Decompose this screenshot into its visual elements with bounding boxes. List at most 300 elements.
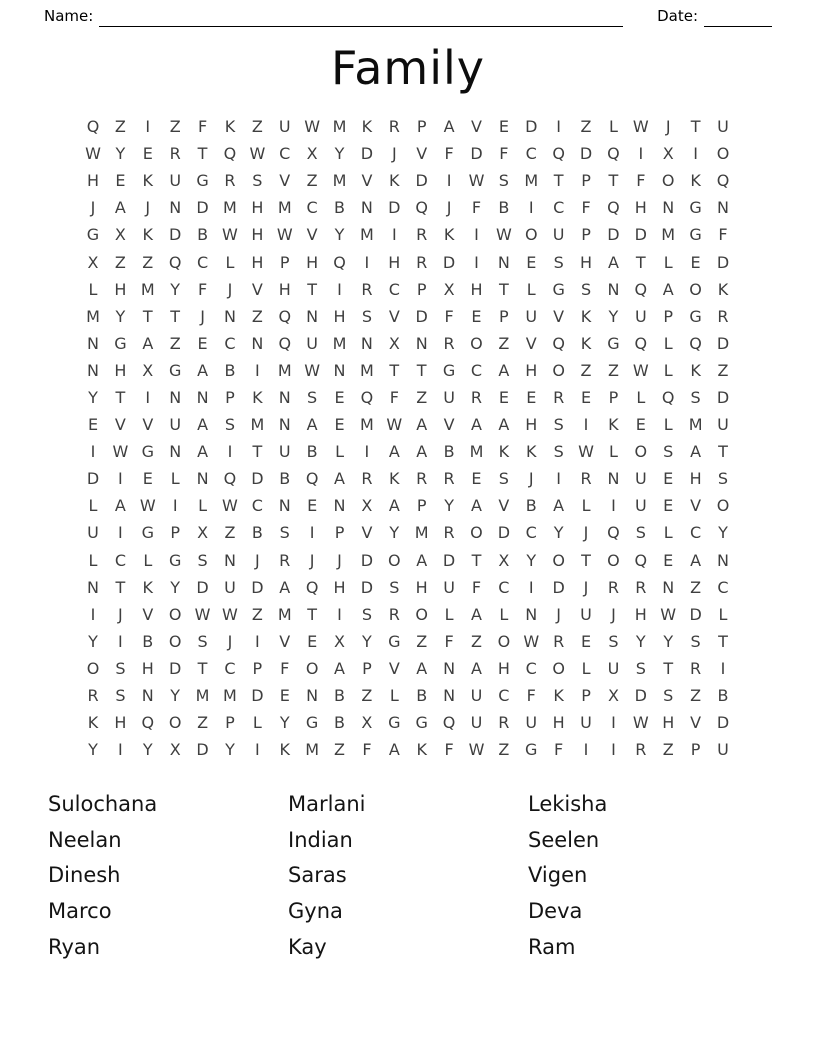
grid-cell: K xyxy=(87,713,99,733)
grid-cell: W xyxy=(495,225,512,245)
grid-cell: W xyxy=(304,117,321,137)
grid-cell: Z xyxy=(334,740,345,760)
grid-cell: L xyxy=(88,496,98,516)
grid-cell: O xyxy=(716,496,730,516)
grid-cell: S xyxy=(553,415,564,435)
grid-cell: D xyxy=(251,577,264,597)
grid-cell: T xyxy=(197,144,208,164)
grid-cell: N xyxy=(87,360,99,380)
grid-cell: H xyxy=(580,252,593,272)
grid-cell: E xyxy=(498,117,509,137)
grid-cell: T xyxy=(197,658,208,678)
grid-cell: V xyxy=(690,496,702,516)
grid-cell: N xyxy=(497,252,510,272)
grid-cell: E xyxy=(471,469,482,489)
grid-cell: X xyxy=(388,333,400,353)
grid-cell: Q xyxy=(634,550,648,570)
grid-cell: Z xyxy=(169,117,181,137)
grid-cell: R xyxy=(717,306,729,326)
grid-cell: Z xyxy=(169,333,181,353)
grid-cell: Q xyxy=(223,144,237,164)
grid-cell: Y xyxy=(142,740,153,760)
grid-cell: Q xyxy=(333,252,346,272)
grid-cell: W xyxy=(222,604,238,624)
grid-cell: S xyxy=(717,469,729,489)
page-title: Family xyxy=(330,41,486,95)
grid-cell: S xyxy=(361,306,372,326)
wordsearch-grid xyxy=(0,113,816,763)
grid-cell: R xyxy=(169,144,181,164)
grid-cell: D xyxy=(415,171,428,191)
grid-cell: V xyxy=(251,279,263,299)
grid-cell: F xyxy=(526,686,536,706)
grid-cell: F xyxy=(362,740,372,760)
grid-cell: P xyxy=(225,713,235,733)
grid-cell: J xyxy=(391,144,397,164)
grid-cell: C xyxy=(553,198,565,218)
grid-cell: N xyxy=(360,333,373,353)
grid-cell: A xyxy=(471,415,482,435)
grid-cell: P xyxy=(608,387,619,407)
grid-cell: E xyxy=(142,469,153,489)
grid-cell: Q xyxy=(634,333,648,353)
grid-cell: U xyxy=(87,523,99,543)
grid-cell: A xyxy=(690,442,702,462)
grid-cell: L xyxy=(663,360,673,380)
grid-cell: Q xyxy=(634,279,648,299)
grid-cell: K xyxy=(142,171,154,191)
grid-cell: X xyxy=(114,225,126,245)
grid-cell: F xyxy=(499,144,509,164)
grid-cell: M xyxy=(524,171,539,191)
grid-cell: L xyxy=(444,604,454,624)
grid-cell: J xyxy=(528,469,534,489)
grid-cell: Z xyxy=(251,604,263,624)
grid-cell: M xyxy=(414,523,429,543)
grid-cell: P xyxy=(581,686,591,706)
grid-cell: U xyxy=(525,713,538,733)
grid-cell: D xyxy=(442,252,456,272)
grid-cell: O xyxy=(716,144,730,164)
grid-cell: N xyxy=(278,496,291,516)
grid-cell: I xyxy=(391,225,397,245)
grid-cell: G xyxy=(141,442,154,462)
grid-cell: W xyxy=(139,496,156,516)
grid-cell: N xyxy=(662,198,675,218)
grid-cell: I xyxy=(364,252,370,272)
grid-cell: J xyxy=(145,198,151,218)
grid-cell: R xyxy=(470,387,483,407)
grid-cell: T xyxy=(115,387,126,407)
grid-cell: I xyxy=(556,469,561,489)
grid-cell: M xyxy=(277,604,292,624)
grid-cell: K xyxy=(690,360,701,380)
grid-cell: I xyxy=(611,496,616,516)
word-item: Deva xyxy=(528,899,583,924)
grid-cell: O xyxy=(470,523,483,543)
grid-cell: Q xyxy=(305,577,319,597)
grid-cell: A xyxy=(553,496,565,516)
grid-cell: Z xyxy=(470,631,482,651)
grid-cell: H xyxy=(141,658,154,678)
grid-cell: D xyxy=(415,306,428,326)
grid-cell: E xyxy=(690,252,701,272)
grid-cell: I xyxy=(720,658,726,678)
grid-cell: B xyxy=(416,686,428,706)
grid-cell: F xyxy=(471,577,482,597)
grid-cell: S xyxy=(115,658,126,678)
grid-cell: B xyxy=(197,225,209,245)
grid-cell: D xyxy=(360,577,374,597)
grid-cell: D xyxy=(169,225,182,245)
grid-cell: V xyxy=(279,171,291,191)
grid-cell: K xyxy=(443,225,455,245)
grid-cell: Z xyxy=(251,117,263,137)
grid-cell: T xyxy=(581,550,591,570)
grid-cell: H xyxy=(114,713,127,733)
grid-cell: N xyxy=(141,686,154,706)
word-list-column xyxy=(48,787,288,965)
word-item: Saras xyxy=(288,863,347,888)
grid-cell: B xyxy=(334,686,346,706)
grid-cell: Y xyxy=(663,631,674,651)
grid-cell: Q xyxy=(168,252,182,272)
grid-cell: F xyxy=(718,225,728,245)
grid-cell: N xyxy=(415,333,428,353)
grid-cell: L xyxy=(499,604,509,624)
grid-cell: Y xyxy=(115,144,126,164)
grid-cell: M xyxy=(661,225,676,245)
grid-cell: D xyxy=(196,198,209,218)
grid-cell: H xyxy=(470,279,483,299)
grid-cell: Q xyxy=(661,387,675,407)
grid-cell: J xyxy=(446,198,452,218)
grid-cell: Q xyxy=(415,198,428,218)
grid-cell: P xyxy=(170,523,180,543)
grid-cell: I xyxy=(309,523,315,543)
grid-cell: I xyxy=(611,713,616,733)
grid-cell: S xyxy=(279,523,290,543)
grid-cell: P xyxy=(252,658,263,678)
grid-cell: F xyxy=(554,740,564,760)
grid-cell: D xyxy=(470,144,483,164)
grid-cell: I xyxy=(254,631,260,651)
grid-cell: U xyxy=(717,740,729,760)
grid-cell: U xyxy=(717,117,729,137)
grid-cell: I xyxy=(638,144,644,164)
grid-cell: R xyxy=(443,469,455,489)
grid-cell: B xyxy=(498,198,510,218)
grid-cell: A xyxy=(416,550,428,570)
grid-cell: A xyxy=(662,279,674,299)
grid-cell: I xyxy=(254,360,260,380)
grid-cell: W xyxy=(468,740,485,760)
grid-cell: O xyxy=(634,442,648,462)
grid-cell: P xyxy=(416,496,427,516)
grid-cell: D xyxy=(552,577,565,597)
grid-cell: N xyxy=(196,469,209,489)
grid-cell: P xyxy=(362,658,372,678)
grid-cell: B xyxy=(525,496,537,516)
grid-cell: U xyxy=(443,577,455,597)
grid-cell: C xyxy=(196,252,209,272)
grid-cell: J xyxy=(583,577,589,597)
grid-cell: F xyxy=(444,631,454,651)
grid-cell: T xyxy=(252,442,263,462)
grid-cell: X xyxy=(197,523,209,543)
grid-cell: H xyxy=(388,252,401,272)
grid-cell: P xyxy=(279,252,290,272)
grid-cell: P xyxy=(663,306,674,326)
name-blank-line xyxy=(99,11,623,27)
grid-cell: H xyxy=(114,360,127,380)
grid-cell: A xyxy=(334,469,345,489)
grid-cell: U xyxy=(278,442,291,462)
grid-cell: S xyxy=(635,658,646,678)
grid-cell: U xyxy=(634,496,647,516)
grid-cell: O xyxy=(415,604,428,624)
grid-cell: Z xyxy=(142,252,154,272)
grid-cell: T xyxy=(553,171,564,191)
grid-cell: M xyxy=(277,360,292,380)
grid-cell: G xyxy=(196,171,209,191)
grid-cell: H xyxy=(634,198,647,218)
grid-cell: P xyxy=(416,279,427,299)
grid-cell: Z xyxy=(224,523,236,543)
grid-cell: S xyxy=(635,523,646,543)
word-item: Ram xyxy=(528,934,576,959)
grid-cell: Q xyxy=(305,469,319,489)
grid-cell: Q xyxy=(552,144,565,164)
grid-cell: K xyxy=(389,469,400,489)
grid-cell: N xyxy=(717,198,729,218)
grid-cell: E xyxy=(115,171,126,191)
grid-cell: Q xyxy=(141,713,155,733)
grid-cell: H xyxy=(251,252,264,272)
grid-cell: I xyxy=(446,171,452,191)
grid-cell: X xyxy=(361,496,373,516)
grid-cell: Z xyxy=(416,631,428,651)
grid-cell: Y xyxy=(225,740,235,760)
grid-cell: A xyxy=(443,117,455,137)
grid-cell: U xyxy=(443,387,455,407)
grid-cell: S xyxy=(307,387,318,407)
grid-cell: V xyxy=(114,415,126,435)
grid-cell: O xyxy=(168,713,182,733)
grid-cell: N xyxy=(223,550,236,570)
grid-cell: Q xyxy=(552,333,565,353)
grid-cell: D xyxy=(360,144,374,164)
grid-cell: N xyxy=(360,198,373,218)
grid-cell: N xyxy=(87,577,99,597)
word-list-column xyxy=(528,787,768,965)
grid-cell: P xyxy=(225,387,235,407)
grid-cell: W xyxy=(304,360,321,380)
grid-cell: V xyxy=(553,306,565,326)
grid-cell: K xyxy=(608,415,619,435)
grid-cell: L xyxy=(663,415,673,435)
grid-cell: K xyxy=(580,306,592,326)
grid-cell: J xyxy=(556,604,561,624)
grid-cell: C xyxy=(224,333,236,353)
grid-cell: F xyxy=(280,658,290,678)
grid-cell: C xyxy=(717,577,729,597)
grid-cell: G xyxy=(388,631,401,651)
grid-cell: C xyxy=(525,658,537,678)
word-item: Ryan xyxy=(48,934,101,959)
grid-cell: D xyxy=(251,686,264,706)
grid-cell: G xyxy=(415,713,428,733)
grid-cell: D xyxy=(196,740,209,760)
grid-cell: Y xyxy=(279,713,290,733)
grid-cell: Z xyxy=(416,387,428,407)
grid-cell: I xyxy=(90,442,96,462)
grid-cell: H xyxy=(86,171,100,191)
grid-cell: V xyxy=(388,658,400,678)
grid-cell: H xyxy=(333,577,346,597)
grid-cell: W xyxy=(276,225,293,245)
grid-cell: Y xyxy=(553,523,564,543)
grid-cell: H xyxy=(251,198,264,218)
grid-cell: W xyxy=(660,604,677,624)
grid-cell: B xyxy=(334,198,346,218)
grid-cell: N xyxy=(662,577,675,597)
grid-cell: J xyxy=(611,604,616,624)
grid-cell: O xyxy=(168,631,182,651)
grid-cell: K xyxy=(279,740,290,760)
grid-cell: M xyxy=(332,117,347,137)
grid-cell: N xyxy=(251,333,264,353)
grid-cell: M xyxy=(332,333,347,353)
grid-cell: H xyxy=(525,360,538,380)
grid-cell: D xyxy=(689,604,702,624)
grid-cell: U xyxy=(470,713,483,733)
grid-cell: T xyxy=(471,550,482,570)
grid-cell: K xyxy=(717,279,729,299)
grid-cell: O xyxy=(661,171,675,191)
grid-cell: E xyxy=(580,631,592,651)
grid-cell: Q xyxy=(278,306,292,326)
grid-cell: I xyxy=(337,604,342,624)
grid-cell: S xyxy=(663,442,674,462)
grid-cell: D xyxy=(196,577,209,597)
grid-cell: I xyxy=(118,523,123,543)
grid-cell: I xyxy=(583,740,589,760)
grid-cell: M xyxy=(250,415,265,435)
word-list-column xyxy=(288,787,528,965)
grid-cell: H xyxy=(278,279,291,299)
grid-cell: Q xyxy=(86,117,100,137)
grid-cell: Y xyxy=(170,577,181,597)
grid-cell: Z xyxy=(690,577,702,597)
grid-cell: Z xyxy=(114,117,126,137)
grid-cell: R xyxy=(635,740,647,760)
grid-cell: G xyxy=(114,333,127,353)
grid-cell: G xyxy=(525,740,538,760)
grid-cell: T xyxy=(170,306,181,326)
grid-cell: V xyxy=(361,171,373,191)
grid-cell: I xyxy=(118,469,123,489)
grid-cell: O xyxy=(524,225,538,245)
grid-cell: H xyxy=(415,577,428,597)
grid-cell: P xyxy=(334,523,345,543)
grid-cell: L xyxy=(663,252,673,272)
grid-cell: W xyxy=(222,496,238,516)
grid-cell: Y xyxy=(362,631,372,651)
grid-cell: M xyxy=(360,225,374,245)
grid-cell: R xyxy=(388,604,400,624)
word-item: Marco xyxy=(48,899,112,924)
grid-cell: A xyxy=(607,252,619,272)
grid-cell: N xyxy=(306,306,319,326)
grid-cell: D xyxy=(579,144,593,164)
grid-cell: T xyxy=(690,117,701,137)
grid-cell: Y xyxy=(88,387,98,407)
grid-cell: E xyxy=(307,631,318,651)
grid-cell: L xyxy=(225,252,235,272)
grid-cell: X xyxy=(334,631,345,651)
grid-cell: A xyxy=(388,740,400,760)
header xyxy=(0,0,816,25)
grid-cell: H xyxy=(662,713,675,733)
grid-cell: Z xyxy=(580,117,592,137)
grid-cell: D xyxy=(716,252,730,272)
grid-cell: C xyxy=(388,279,400,299)
grid-cell: I xyxy=(172,496,178,516)
grid-cell: N xyxy=(169,198,182,218)
grid-cell: K xyxy=(252,387,263,407)
grid-cell: T xyxy=(635,252,646,272)
grid-cell: N xyxy=(87,333,99,353)
grid-cell: D xyxy=(360,550,374,570)
grid-cell: U xyxy=(278,117,291,137)
grid-cell: A xyxy=(416,658,428,678)
grid-cell: E xyxy=(635,415,646,435)
grid-cell: A xyxy=(471,604,482,624)
grid-cell: J xyxy=(337,550,342,570)
grid-cell: M xyxy=(360,415,374,435)
grid-cell: A xyxy=(690,550,702,570)
grid-cell: P xyxy=(581,225,591,245)
grid-cell: D xyxy=(716,387,730,407)
grid-cell: J xyxy=(665,117,671,137)
grid-cell: E xyxy=(498,387,509,407)
grid-cell: V xyxy=(142,604,154,624)
grid-cell: S xyxy=(361,604,372,624)
grid-cell: P xyxy=(581,171,591,191)
grid-cell: O xyxy=(552,550,565,570)
grid-cell: W xyxy=(578,442,594,462)
grid-cell: R xyxy=(416,469,428,489)
grid-cell: I xyxy=(254,740,260,760)
grid-cell: D xyxy=(716,333,730,353)
grid-cell: Y xyxy=(444,496,454,516)
grid-cell: L xyxy=(88,279,98,299)
grid-cell: A xyxy=(197,360,209,380)
word-item: Kay xyxy=(288,934,327,959)
grid-cell: V xyxy=(690,713,702,733)
name-label: Name: xyxy=(44,7,94,25)
grid-cell: F xyxy=(636,171,646,191)
grid-cell: S xyxy=(252,171,263,191)
grid-cell: T xyxy=(718,442,728,462)
grid-cell: E xyxy=(279,686,290,706)
grid-cell: X xyxy=(662,144,674,164)
grid-cell: I xyxy=(337,279,342,299)
grid-cell: W xyxy=(468,171,485,191)
grid-cell: Y xyxy=(115,306,126,326)
grid-cell: B xyxy=(717,686,729,706)
